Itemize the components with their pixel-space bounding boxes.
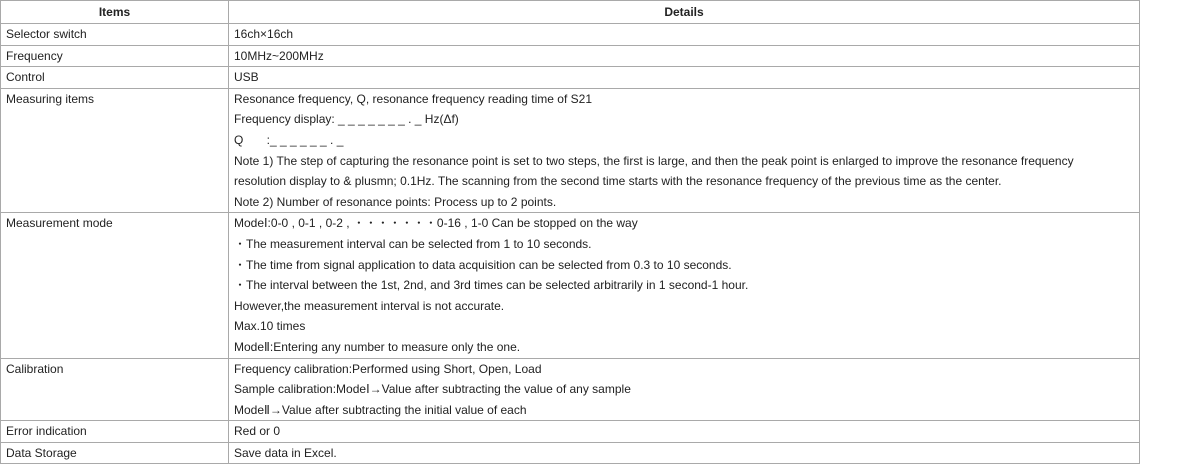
- details-cell: [229, 442, 1140, 464]
- details-line: However,the measurement interval is not accurate.: [234, 298, 505, 313]
- item-cell: Frequency: [1, 45, 229, 67]
- details-line: Q :_ _ _ _ _ _ . _: [234, 132, 344, 147]
- details-line: Sample calibration:ModeⅠ→Value after subtracting the value of any sample: [234, 382, 631, 397]
- details-line: ModeⅡ:Entering any number to measure only the one.: [234, 339, 521, 354]
- details-line: Resonance frequency, Q, resonance frequency reading time of S21: [234, 91, 592, 106]
- details-line: Frequency display: _ _ _ _ _ _ _ . _ Hz(Δf): [234, 112, 459, 127]
- details-line: ModeⅡ→Value after subtracting the initial value of each: [234, 402, 527, 417]
- details-cell: [229, 88, 1140, 213]
- item-cell: Selector switch: [1, 24, 229, 46]
- details-line: Red or 0: [234, 424, 281, 439]
- details-line: ・The interval between the 1st, 2nd, and 3rd times can be selected arbitrarily in 1 second-1 hour.: [234, 278, 749, 293]
- table-row: [1, 421, 1140, 443]
- details-line: Save data in Excel.: [234, 445, 337, 460]
- details-line: resolution display to & plusmn; 0.1Hz. The scanning from the second time starts with the resonance frequency of the previous time as the center.: [234, 174, 1002, 189]
- table-row: [1, 88, 1140, 213]
- details-cell: [229, 67, 1140, 89]
- details-line: 16ch×16ch: [234, 27, 294, 41]
- item-cell: Control: [1, 67, 229, 89]
- details-line: 10MHz~200MHz: [234, 48, 324, 63]
- table-row: [1, 24, 1140, 46]
- details-cell: [229, 213, 1140, 358]
- details-line: Note 1) The step of capturing the resonance point is set to two steps, the first is large, and then the peak point is enlarged to improve the resonance frequency: [234, 153, 1074, 168]
- table-row: [1, 45, 1140, 67]
- details-line: Max.10 times: [234, 319, 306, 334]
- details-line: ・The measurement interval can be selected from 1 to 10 seconds.: [234, 236, 592, 251]
- details-line: ・The time from signal application to data acquisition can be selected from 0.3 to 10 seconds.: [234, 257, 732, 272]
- table-row: [1, 213, 1140, 358]
- column-header-items: Items: [1, 1, 229, 24]
- item-cell: Data Storage: [1, 442, 229, 464]
- details-cell: [229, 24, 1140, 46]
- details-cell: [229, 421, 1140, 443]
- details-cell: [229, 45, 1140, 67]
- item-cell: Measuring items: [1, 88, 229, 213]
- item-cell: Error indication: [1, 421, 229, 443]
- details-line: Frequency calibration:Performed using Short, Open, Load: [234, 361, 542, 376]
- item-cell: Calibration: [1, 358, 229, 421]
- table-row: [1, 358, 1140, 421]
- table-row: [1, 442, 1140, 464]
- details-line: USB: [234, 70, 259, 85]
- table-row: [1, 67, 1140, 89]
- item-cell: Measurement mode: [1, 213, 229, 358]
- column-header-details: Details: [229, 1, 1140, 24]
- details-line: ModeⅠ:0-0 , 0-1 , 0-2 , ・・・・・・・0-16 , 1-0 Can be stopped on the way: [234, 216, 638, 231]
- details-line: Note 2) Number of resonance points: Process up to 2 points.: [234, 194, 557, 209]
- details-cell: [229, 358, 1140, 421]
- header-row: [1, 1, 1140, 24]
